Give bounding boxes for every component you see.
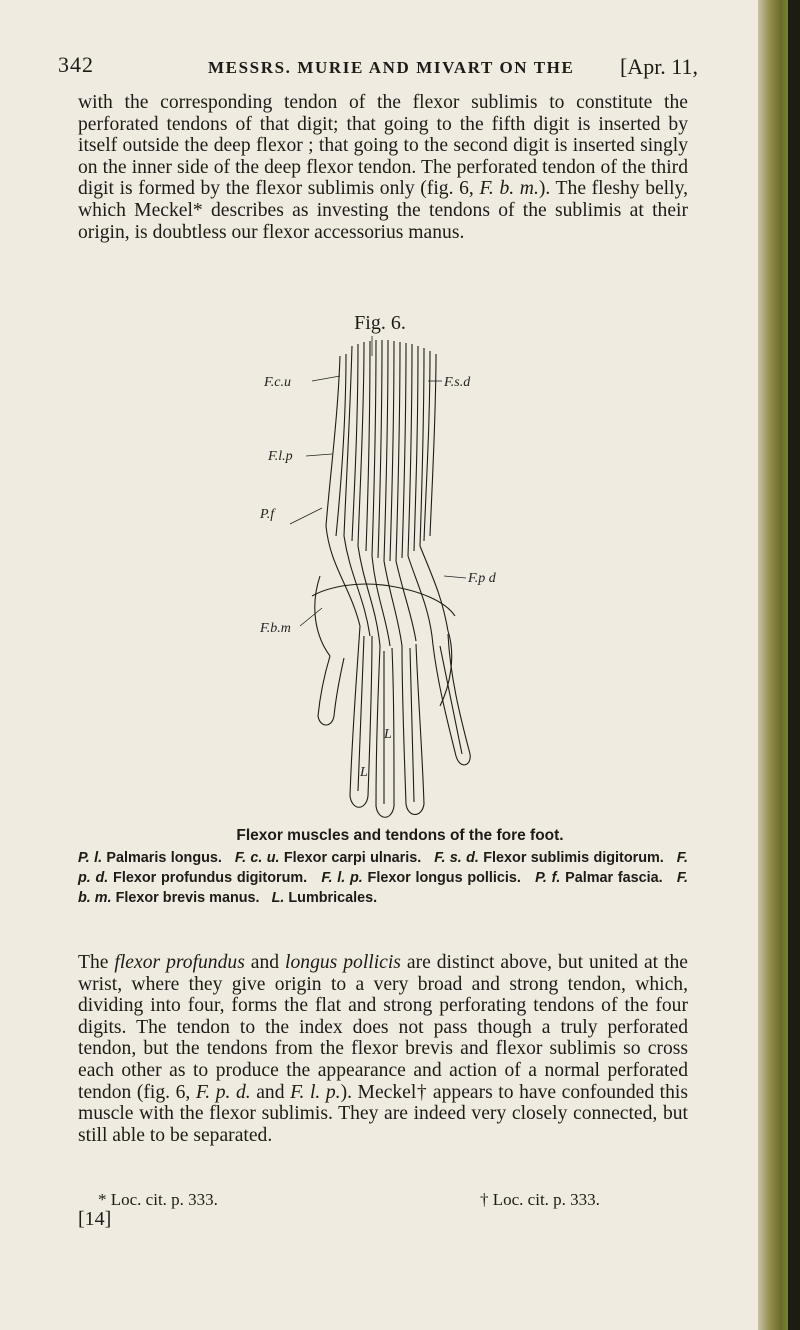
page-edge-shadow: [788, 0, 800, 1330]
label-lumbricales-2: L: [360, 765, 368, 780]
figure-ref: F. p. d.: [195, 1081, 251, 1103]
legend-item: P. l. Palmaris longus.: [78, 850, 222, 866]
label-lumbricales-1: L: [384, 727, 392, 742]
figure-legend: [78, 848, 688, 908]
legend-item: F. b. m. Flexor brevis manus.: [78, 870, 689, 906]
footnote-1: * Loc. cit. p. 333.: [98, 1190, 218, 1209]
label-fsd: F.s.d: [444, 375, 471, 390]
term-flexor-profundus: flexor profundus: [114, 952, 245, 973]
paragraph-1-text-b: ). The fleshy belly, which Meckel* describes as investing the tendons of the sublimis at their origin, is doubtless our flexor accessorius manus.: [78, 178, 688, 243]
label-fbm: F.b.m: [260, 621, 291, 636]
legend-item: P. f. Palmar fascia.: [535, 870, 663, 886]
label-fcu: F.c.u: [264, 375, 291, 390]
legend-item: F. s. d. Flexor sublimis digitorum.: [434, 850, 664, 866]
muscle-line: [326, 356, 340, 526]
footnote-2: † Loc. cit. p. 333.: [480, 1190, 600, 1209]
page-number: 342: [58, 52, 94, 77]
figure-ref: F. l. p.: [290, 1081, 341, 1103]
figure-title: Fig. 6.: [354, 312, 406, 334]
running-title: MESSRS. MURIE AND MIVART ON THE: [208, 58, 575, 77]
figure-ref: F. b. m.: [479, 178, 539, 200]
legend-item: F. p. d. Flexor profundus digitorum.: [78, 850, 688, 886]
label-pf: P.f: [260, 507, 275, 522]
legend-item: L. Lumbricales.: [271, 890, 378, 906]
signature-mark: [14]: [78, 1208, 112, 1230]
figure-caption: Flexor muscles and tendons of the fore foot.: [236, 827, 564, 844]
term-longus-pollicis: longus pollicis: [285, 952, 401, 973]
anatomical-figure: [260, 336, 510, 826]
legend-item: F. c. u. Flexor carpi ulnaris.: [234, 850, 422, 866]
paragraph-1: [78, 92, 688, 243]
legend-item: F. l. p. Flexor longus pollicis.: [321, 870, 521, 886]
paragraph-1-text-a: with the corresponding tendon of the flexor sublimis to constitute the perforated tendons of that digit; that going to the fifth digit is inserted by itself outside the deep flexor ; that going to the second digit is inserted singly on the inner side of the deep flexor tendon. The perforated tendon of the third digit is formed by the flexor sublimis only (fig. 6,: [78, 92, 688, 200]
paragraph-2: The flexor profundus and longus pollicis are distinct above, but united at the wrist, where they give origin to a very broad and strong tendon, which, dividing into four, forms the flat and strong perforating tendons of the four digits. The tendon to the index does not pass though a truly perforated tendon, but the tendons from the flexor brevis and flexor sublimis so cross each other as to produce the appearance and action of a normal perforated tendon (fig. 6, F. p. d. and F. l. p.). Meckel† appears to have confounded this muscle with the flexor sublimis. They are indeed very closely connected, but still able to be separated.: [78, 952, 688, 1146]
label-fpd: F.p d: [468, 571, 496, 586]
header-date: [Apr. 11,: [619, 54, 698, 79]
label-flp: F.l.p: [268, 449, 293, 464]
page-header: [58, 52, 698, 88]
